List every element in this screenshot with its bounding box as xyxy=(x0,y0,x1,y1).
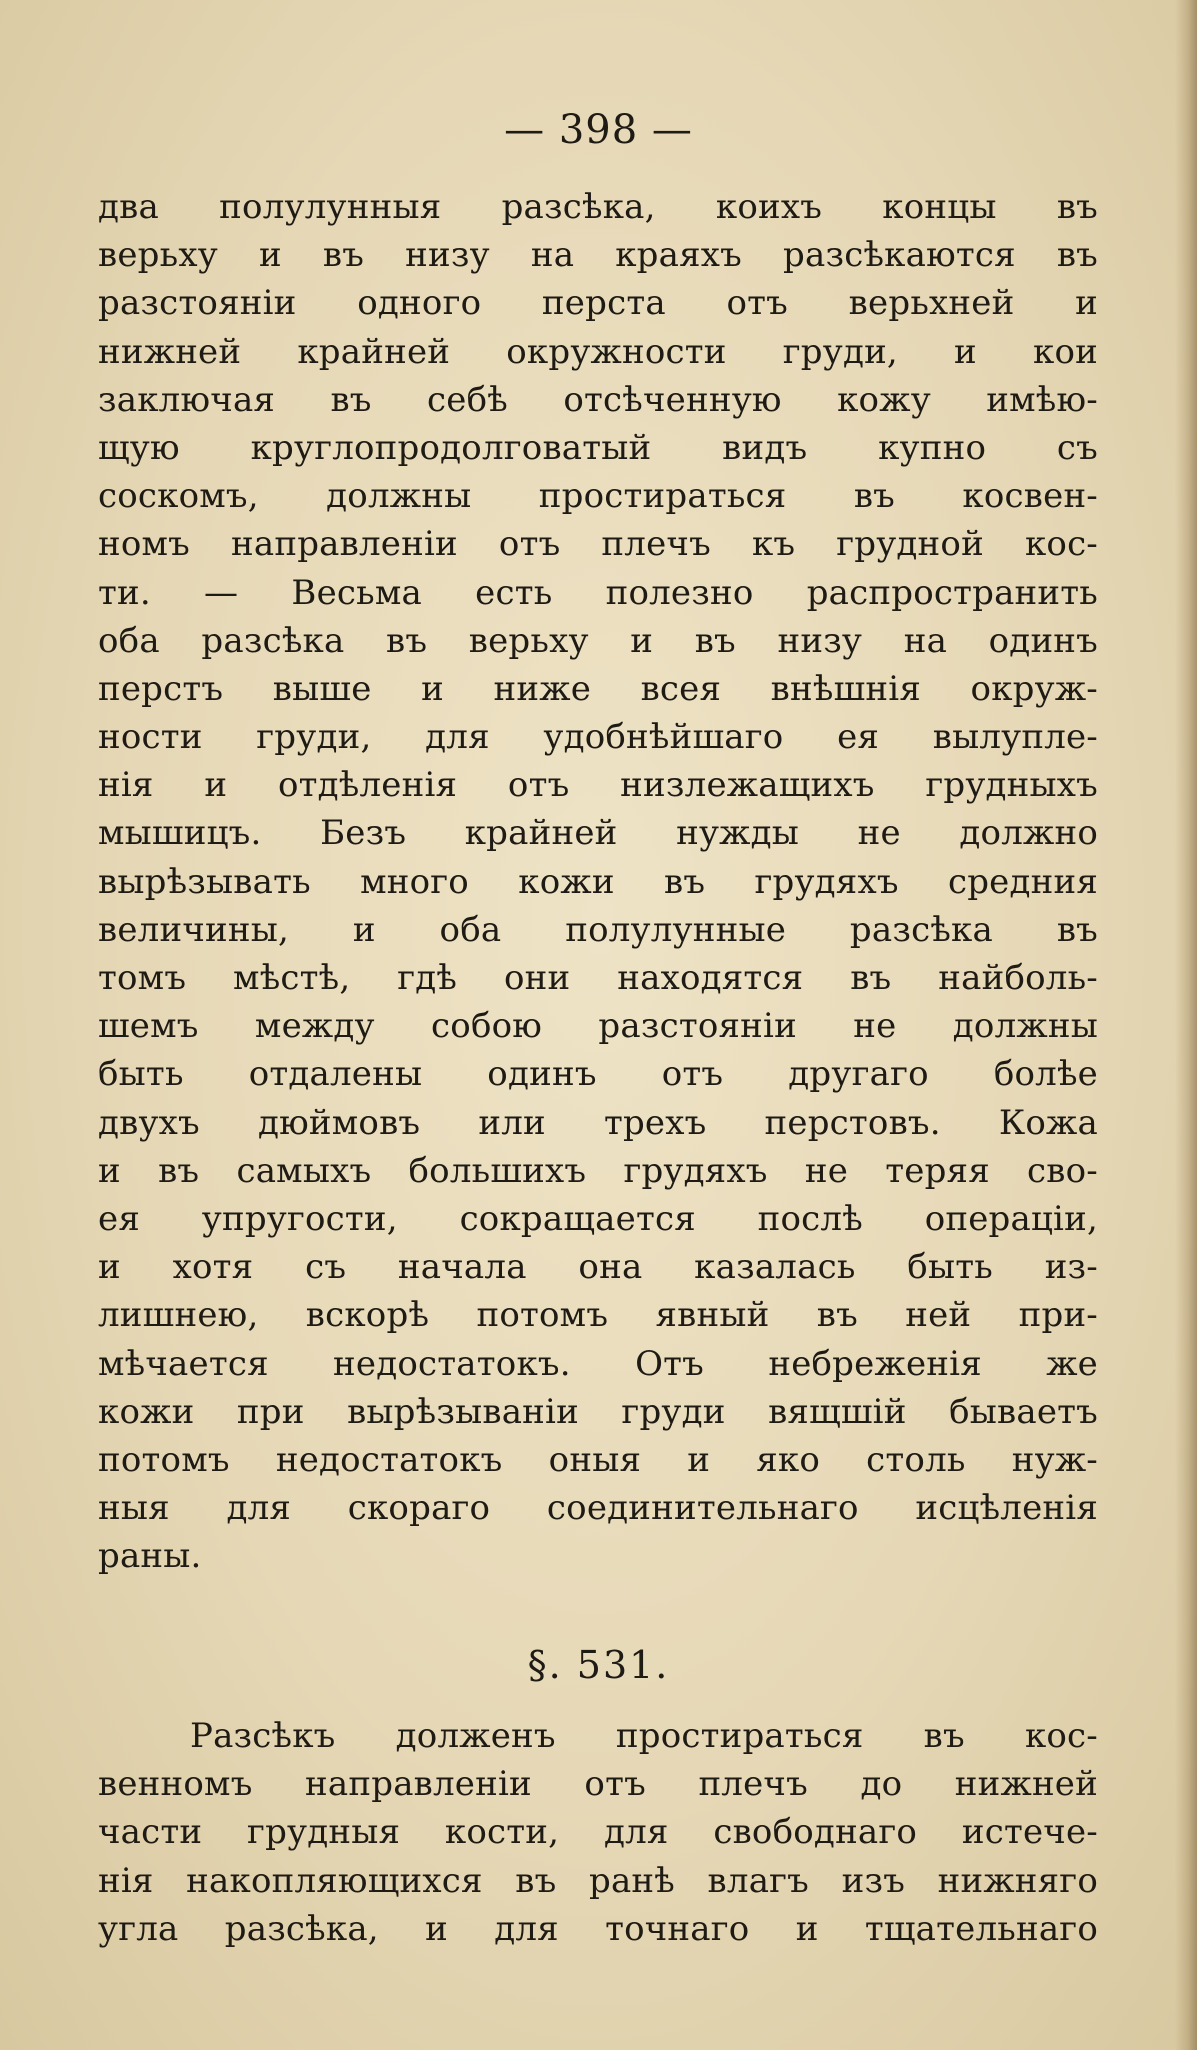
text-line: два полулунныя разсѣка, коихъ концы въ xyxy=(98,187,1098,227)
text-line: вырѣзывать много кожи въ грудяхъ средния xyxy=(98,861,1098,902)
text-line: и въ самыхъ большихъ грудяхъ не теряя сво- xyxy=(98,1150,1098,1191)
text-line: кожи при вырѣзываніи груди вящшій бываетъ xyxy=(98,1391,1098,1432)
text-line: перстъ выше и ниже всея внѣшнія окруж- xyxy=(98,668,1098,709)
text-line: лишнею, вскорѣ потомъ явный въ ней при- xyxy=(98,1295,1098,1336)
text-line: потомъ недостатокъ оныя и яко столь нуж- xyxy=(98,1439,1098,1480)
text-line: заключая въ себѣ отсѣченную кожу имѣю- xyxy=(98,379,1098,420)
text-line: томъ мѣстѣ, гдѣ они находятся въ найболь- xyxy=(98,958,1098,998)
text-line: номъ направленіи отъ плечъ къ грудной кос- xyxy=(98,524,1098,565)
text-line: соскомъ, должны простираться въ косвен- xyxy=(98,476,1098,517)
text-line: двухъ дюймовъ или трехъ перстовъ. Кожа xyxy=(98,1102,1098,1143)
text-line: Разсѣкъ долженъ простираться въ кос- xyxy=(190,1716,1098,1756)
text-line: мѣчается недостатокъ. Отъ небреженія же xyxy=(98,1343,1098,1384)
paragraph-1 xyxy=(98,183,1098,1580)
text-line: угла разсѣка, и для точнаго и тщательнаго xyxy=(98,1908,1098,1949)
section-heading: §. 531. xyxy=(527,1643,670,1687)
text-line: оба разсѣка въ верьху и въ низу на одинъ xyxy=(98,620,1098,661)
text-line: венномъ направленіи отъ плечъ до нижней xyxy=(98,1764,1098,1805)
text-line: мышицъ. Безъ крайней нужды не должно xyxy=(98,813,1098,854)
text-line: ти. — Весьма есть полезно распространить xyxy=(98,572,1098,613)
text-line: ности груди, для удобнѣйшаго ея вылупле- xyxy=(98,717,1098,758)
text-line: части грудныя кости, для свободнаго истече- xyxy=(98,1812,1098,1853)
text-line: нія накопляющихся въ ранѣ влагъ изъ нижняго xyxy=(98,1860,1098,1901)
page-number: — 398 — xyxy=(504,107,693,153)
text-line: раны. xyxy=(98,1536,202,1577)
text-line: нижней крайней окружности груди, и кои xyxy=(98,331,1098,372)
text-line: и хотя съ начала она казалась быть из- xyxy=(98,1247,1098,1288)
text-line: шемъ между собою разстояніи не должны xyxy=(98,1006,1098,1047)
text-line: ея упругости, сокращается послѣ операціи, xyxy=(98,1198,1098,1239)
text-line: ныя для скораго соединительнаго исцѣленія xyxy=(98,1488,1098,1529)
page-edge-shadow xyxy=(1175,0,1197,2050)
text-line: разстояніи одного перста отъ верьхней и xyxy=(98,283,1098,324)
text-line: быть отдалены одинъ отъ другаго болѣе xyxy=(98,1054,1098,1095)
text-line: величины, и оба полулунные разсѣка въ xyxy=(98,909,1098,950)
text-line: верьху и въ низу на краяхъ разсѣкаются въ xyxy=(98,235,1098,276)
paragraph-2 xyxy=(98,1712,1098,1953)
text-line: нія и отдѣленія отъ низлежащихъ грудныхъ xyxy=(98,765,1098,806)
text-line: щую круглопродолговатый видъ купно съ xyxy=(98,427,1098,468)
